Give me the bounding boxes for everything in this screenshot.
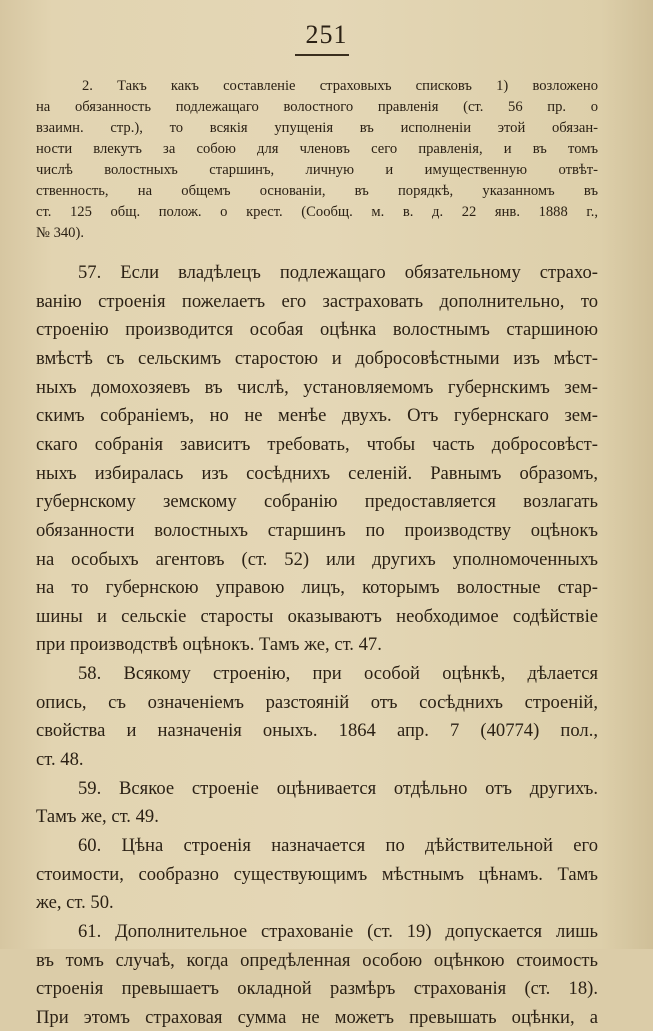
body-text-line: 58. Всякому строенію, при особой оцѣнкѣ, дѣлается [78,663,598,685]
body-text-line: при производствѣ оцѣнокъ. Тамъ же, ст. 47. [36,634,382,656]
body-text-line: шины и сельскіе старосты оказываютъ необходимое содѣйствіе [36,605,598,627]
body-text-line: 60. Цѣна строенія назначается по дѣйствительной его [78,835,598,856]
body-text-line: въ томъ случаѣ, когда опредѣленная особою оцѣнкою стоимость [36,949,598,971]
body-text-line: ст. 48. [36,749,84,771]
body-text-line: обязанности волостныхъ старшинъ по производству оцѣнокъ [36,519,598,541]
body-text-line: свойства и назначенія оныхъ. 1864 апр. 7 (40774) пол., [36,720,598,742]
body-text-line: строенія превышаетъ окладной размѣръ страхованія (ст. 18). [36,978,598,1000]
body-text-line: 59. Всякое строеніе оцѣнивается отдѣльно отъ другихъ. [78,777,598,799]
body-text-line: стоимости, сообразно существующимъ мѣстнымъ цѣнамъ. Тамъ [36,863,598,885]
body-text-line: ванію строенія пожелаетъ его застраховать дополнительно, то [36,290,598,312]
page-number: 251 [305,20,348,49]
body-text-line: на особыхъ агентовъ (ст. 52) или другихъ уполномоченныхъ [36,548,598,570]
body-text-line: вмѣстѣ съ сельскимъ старостою и добросовѣстными изъ мѣст- [36,347,598,369]
body-text-line: губернскому земскому собранію предоставляется возлагать [36,491,598,513]
footnote-line: взаимн. стр.), то всякія упущенія въ исполненіи этой обязан- [36,120,598,136]
body-text-line: на то губернскою управою лицъ, которымъ волостные стар- [36,577,598,599]
body-text-line: 61. Дополнительное страхованіе (ст. 19) допускается лишь [78,920,598,942]
body-text-line: опись, съ означеніемъ разстояній отъ сосѣднихъ строеній, [36,691,598,713]
body-text-line: строенію производится особая оцѣнка волостнымъ старшиною [36,319,598,341]
body-text-line: 57. Если владѣлецъ подлежащаго обязательному страхо- [78,262,598,283]
body-text-line: скимъ собраніемъ, но не менѣе двухъ. Отъ губернскаго зем- [36,405,598,427]
footnote-line: ственность, на общемъ основаніи, въ порядкѣ, указанномъ въ [36,183,598,199]
body-text-line: При этомъ страховая сумма не можетъ превышать оцѣнки, а [36,1006,598,1028]
body-text-line: Тамъ же, ст. 49. [36,806,159,828]
footnote-line: числѣ волостныхъ старшинъ, личную и имущественную отвѣт- [36,162,598,178]
page-number-underline [295,54,349,56]
body-text-line: ныхъ избиралась изъ сосѣднихъ селеній. Равнымъ образомъ, [36,462,598,484]
footnote-line: на обязанность подлежащаго волостного правленія (ст. 56 пр. о [36,99,598,115]
footnote-line: 2. Такъ какъ составленіе страховыхъ списковъ 1) возложено [82,78,598,94]
body-text-line: скаго собранія зависитъ требовать, чтобы часть добросовѣст- [36,433,598,455]
body-text-line: ныхъ домохозяевъ въ числѣ, установляемомъ губернскимъ зем- [36,376,598,398]
footnote-line: ности влекутъ за собою для членовъ сего правленія, и въ томъ [36,141,598,157]
footnote-line: № 340). [36,225,84,241]
body-text-line: же, ст. 50. [36,892,114,914]
footnote-line: ст. 125 общ. полож. о крест. (Сообщ. м. в. д. 22 янв. 1888 г., [36,204,598,220]
